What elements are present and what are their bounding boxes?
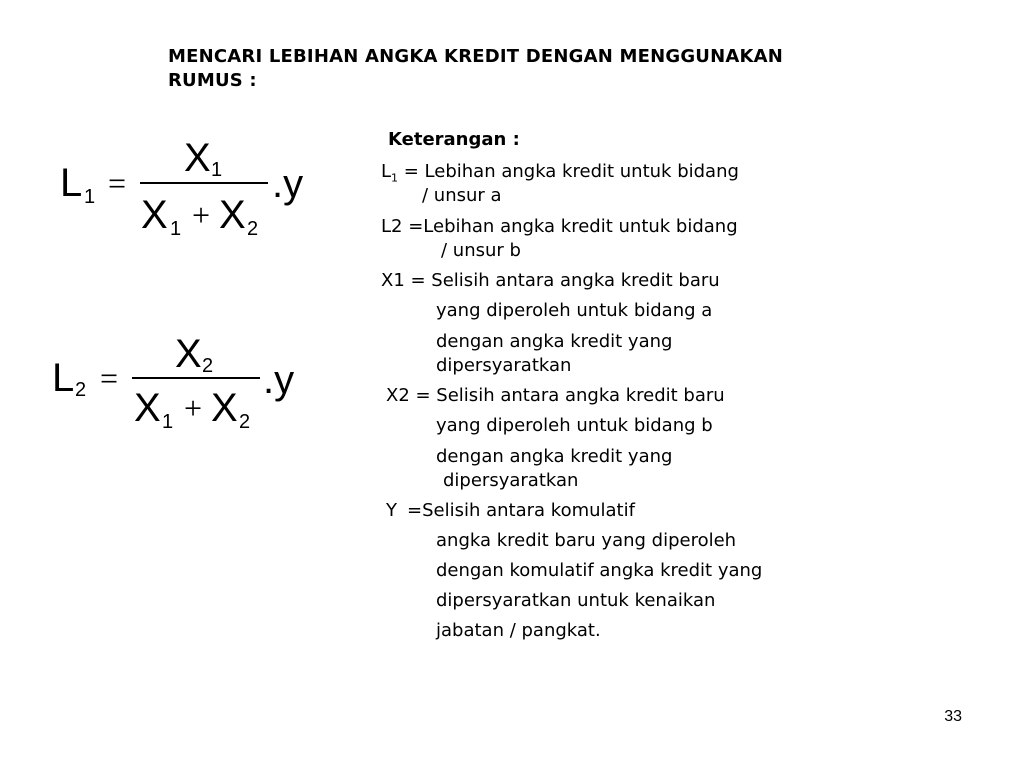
page-number: 33: [944, 708, 962, 725]
formula-l2-fraction-bar: [132, 377, 260, 379]
legend-y-eq: =: [407, 500, 423, 521]
formula-l2-plus: +: [184, 390, 203, 426]
legend-l1-sub: 1: [391, 171, 399, 185]
legend-y-cont-3: dipersyaratkan untuk kenaikan: [436, 590, 716, 611]
legend-y-text: Selisih antara komulatif: [422, 500, 635, 521]
formula-l1-equals: =: [108, 165, 127, 201]
legend-x2-cont-3: dipersyaratkan: [443, 470, 579, 491]
formula-l1-denominator-x2-sub: 2: [247, 218, 259, 240]
formula-l2-lhs-sub: 2: [75, 379, 87, 401]
legend-y-cont-2: dengan komulatif angka kredit yang: [436, 560, 763, 581]
formula-l1-fraction-bar: [140, 182, 268, 184]
legend-x1-cont-3: dipersyaratkan: [436, 355, 572, 376]
formula-l1-numerator: X: [184, 136, 211, 180]
formula-l2-denominator-x1-sub: 1: [162, 411, 174, 433]
legend-y-cont-1: angka kredit baru yang diperoleh: [436, 530, 737, 551]
legend-x2: X2 = Selisih antara angka kredit baru: [386, 385, 725, 406]
formula-l1-numerator-sub: 1: [211, 159, 223, 181]
formula-l1-lhs-sub: 1: [84, 186, 96, 208]
formula-l1-denominator-x2: X: [219, 193, 246, 237]
legend-x2-cont-2: dengan angka kredit yang: [436, 446, 673, 467]
slide-title-line-1: MENCARI LEBIHAN ANGKA KREDIT DENGAN MENGGUNAKAN: [168, 46, 784, 67]
formula-l2-denominator-x2: X: [211, 386, 238, 430]
legend-y-label: Y: [386, 500, 397, 521]
formula-l2-numerator-sub: 2: [202, 355, 214, 377]
legend-x1-cont-1: yang diperoleh untuk bidang a: [436, 300, 713, 321]
formula-l2-multiplier: .y: [263, 358, 295, 402]
legend-x2-cont-1: yang diperoleh untuk bidang b: [436, 415, 713, 436]
legend-y-cont-4: jabatan / pangkat.: [436, 620, 601, 641]
legend-l1-cont: / unsur a: [422, 185, 502, 206]
legend-l1-text: = Lebihan angka kredit untuk bidang: [398, 161, 739, 182]
legend-x1: X1 = Selisih antara angka kredit baru: [381, 270, 720, 291]
formula-l2-denominator-x2-sub: 2: [239, 411, 251, 433]
formula-l1-multiplier: .y: [272, 162, 304, 206]
keterangan-heading: Keterangan :: [388, 129, 520, 150]
legend-l1-label: L: [381, 161, 392, 182]
legend-y: [386, 500, 635, 522]
formula-l2-equals: =: [100, 360, 119, 396]
legend-l2-cont: / unsur b: [441, 240, 521, 261]
formula-l1-lhs: L: [60, 161, 83, 205]
legend-l2: L2 =Lebihan angka kredit untuk bidang: [381, 216, 738, 237]
slide-title-line-2: RUMUS :: [168, 70, 257, 91]
formula-l1-denominator-x1: X: [141, 193, 168, 237]
formula-l1-denominator-x1-sub: 1: [170, 218, 182, 240]
formula-l2-denominator-x1: X: [134, 386, 161, 430]
formula-l2-lhs: L: [52, 356, 75, 400]
slide-title: [168, 45, 783, 93]
formula-l2-numerator: X: [175, 332, 202, 376]
formula-l1-plus: +: [192, 197, 211, 233]
legend-x1-cont-2: dengan angka kredit yang: [436, 331, 673, 352]
